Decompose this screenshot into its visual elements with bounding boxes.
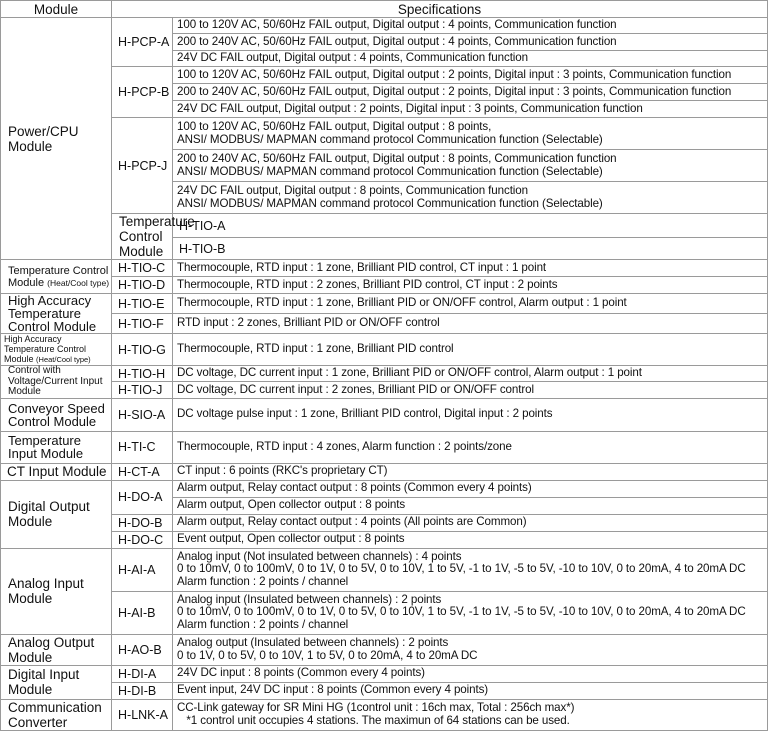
code-h-pcp-b: H-PCP-B — [112, 67, 173, 118]
spec-line: Analog input (Not insulated between channels) : 4 points — [177, 549, 462, 563]
spec-cell: Alarm output, Relay contact output : 8 points (Common every 4 points) — [173, 480, 768, 497]
code-h-tio-a: H-TIO-A — [173, 214, 768, 238]
table-row — [1, 18, 768, 34]
spec-cell — [173, 634, 768, 665]
spec-cell: Thermocouple, RTD input : 2 zones, Brilliant PID control, CT input : 2 points — [173, 277, 768, 294]
table-row — [1, 531, 768, 548]
spec-line: 100 to 120V AC, 50/60Hz FAIL output, Digital output : 8 points, — [177, 120, 492, 133]
spec-cell: DC voltage, DC current input : 1 zone, Brilliant PID or ON/OFF control, Alarm output : 1 point — [173, 366, 768, 382]
code-h-ct-a: H-CT-A — [112, 463, 173, 480]
table-row — [1, 118, 768, 150]
spec-cell: 200 to 240V AC, 50/60Hz FAIL output, Digital output : 4 points, Communication function — [173, 34, 768, 51]
code-h-tio-g: H-TIO-G — [112, 334, 173, 366]
spec-line: 0 to 10mV, 0 to 100mV, 0 to 1V, 0 to 5V, 0 to 10V, 1 to 5V, -1 to 1V, -5 to 5V, -10 to 10V, 0 to 20mA, 4 to 20mA DC — [177, 562, 746, 576]
spec-line: Analog input (Insulated between channels) : 2 points — [177, 592, 442, 606]
spec-line: *1 control unit occupies 4 stations. The maximun of 64 stations can be used. — [177, 713, 570, 727]
spec-cell: DC voltage, DC current input : 2 zones, Brilliant PID or ON/OFF control — [173, 382, 768, 398]
code-h-tio-d: H-TIO-D — [112, 277, 173, 294]
table-row — [1, 514, 768, 531]
code-h-sio-a: H-SIO-A — [112, 398, 173, 431]
spec-cell: 100 to 120V AC, 50/60Hz FAIL output, Digital output : 2 points, Digital input : 3 points, Communication function — [173, 67, 768, 84]
spec-line: 200 to 240V AC, 50/60Hz FAIL output, Digital output : 8 points, Communication function — [177, 152, 617, 165]
code-h-ai-a: H-AI-A — [112, 548, 173, 591]
table-row — [1, 463, 768, 480]
table-row — [1, 548, 768, 591]
code-h-di-a: H-DI-A — [112, 665, 173, 682]
code-h-tio-e: H-TIO-E — [112, 294, 173, 314]
module-label: High Accuracy Temperature Control Module — [4, 334, 87, 364]
spec-cell: 24V DC FAIL output, Digital output : 4 points, Communication function — [173, 51, 768, 67]
table-row — [1, 214, 768, 238]
spec-line: 0 to 10mV, 0 to 100mV, 0 to 1V, 0 to 5V, 0 to 10V, 1 to 5V, -1 to 1V, -5 to 5V, -10 to 10V, 0 to 20mA, 4 to 20mA DC — [177, 605, 746, 619]
spec-cell: 24V DC FAIL output, Digital output : 2 points, Digital input : 3 points, Communication function — [173, 101, 768, 118]
code-h-ti-c: H-TI-C — [112, 431, 173, 463]
spec-line: ANSI/ MODBUS/ MAPMAN command protocol Communication function (Selectable) — [177, 196, 603, 210]
spec-line: Alarm function : 2 points / channel — [177, 617, 349, 631]
table-row — [1, 67, 768, 84]
spec-cell: Thermocouple, RTD input : 1 zone, Brilliant PID or ON/OFF control, Alarm output : 1 point — [173, 294, 768, 314]
spec-cell: 24V DC input : 8 points (Common every 4 points) — [173, 665, 768, 682]
module-analog-input: Analog Input Module — [1, 548, 112, 634]
code-h-lnk-a: H-LNK-A — [112, 699, 173, 730]
module-analog-output: Analog Output Module — [1, 634, 112, 665]
spec-cell — [173, 699, 768, 730]
module-sublabel: (Heat/Cool type) — [36, 355, 91, 364]
spec-cell: Thermocouple, RTD input : 1 zone, Brilliant PID control — [173, 334, 768, 366]
code-h-do-a: H-DO-A — [112, 480, 173, 514]
spec-cell — [173, 150, 768, 182]
code-h-tio-b: H-TIO-B — [173, 238, 768, 260]
header-specifications: Specifications — [112, 1, 768, 18]
spec-line: 24V DC FAIL output, Digital output : 8 points, Communication function — [177, 184, 528, 197]
spec-cell: Event output, Open collector output : 8 points — [173, 531, 768, 548]
spec-cell: 100 to 120V AC, 50/60Hz FAIL output, Digital output : 4 points, Communication function — [173, 18, 768, 34]
module-communication-converter: Communication Converter — [1, 699, 112, 730]
spec-cell: Thermocouple, RTD input : 4 zones, Alarm function : 2 points/zone — [173, 431, 768, 463]
code-h-ai-b: H-AI-B — [112, 591, 173, 634]
module-digital-output: Digital Output Module — [1, 480, 112, 548]
module-digital-input: Digital Input Module — [1, 665, 112, 699]
spec-cell: Event input, 24V DC input : 8 points (Common every 4 points) — [173, 682, 768, 699]
code-h-do-b: H-DO-B — [112, 514, 173, 531]
table-row — [1, 277, 768, 294]
table-row — [1, 682, 768, 699]
code-h-pcp-j: H-PCP-J — [112, 118, 173, 214]
spec-line: Alarm function : 2 points / channel — [177, 574, 349, 588]
module-temperature-input: Temperature Input Module — [1, 431, 112, 463]
code-h-pcp-a: H-PCP-A — [112, 18, 173, 67]
table-row — [1, 591, 768, 634]
table-row — [1, 665, 768, 682]
table-row — [1, 382, 768, 398]
module-voltage-current-input: Control with Voltage/Current Input Module — [1, 366, 112, 399]
module-high-accuracy-temperature-control: High Accuracy Temperature Control Module — [1, 294, 112, 334]
table-row — [1, 634, 768, 665]
spec-line: 0 to 1V, 0 to 5V, 0 to 10V, 1 to 5V, 0 to 20mA, 4 to 20mA DC — [177, 648, 478, 662]
code-h-do-c: H-DO-C — [112, 531, 173, 548]
table-row — [1, 314, 768, 334]
code-h-tio-j: H-TIO-J — [112, 382, 173, 398]
code-h-tio-c: H-TIO-C — [112, 260, 173, 277]
table-row — [1, 294, 768, 314]
spec-cell: CT input : 6 points (RKC's proprietary CT) — [173, 463, 768, 480]
spec-cell — [173, 548, 768, 591]
spec-cell: Alarm output, Open collector output : 8 points — [173, 497, 768, 514]
module-conveyor-speed-control: Conveyor Speed Control Module — [1, 398, 112, 431]
table-row — [1, 398, 768, 431]
spec-cell: DC voltage pulse input : 1 zone, Brilliant PID control, Digital input : 2 points — [173, 398, 768, 431]
spec-line: ANSI/ MODBUS/ MAPMAN command protocol Communication function (Selectable) — [177, 164, 603, 178]
spec-line: ANSI/ MODBUS/ MAPMAN command protocol Communication function (Selectable) — [177, 132, 603, 146]
table-row — [1, 334, 768, 366]
module-temperature-control: Temperature Control Module — [112, 214, 173, 260]
module-power-cpu: Power/CPU Module — [1, 18, 112, 260]
table-row — [1, 260, 768, 277]
code-h-ao-b: H-AO-B — [112, 634, 173, 665]
module-sublabel: (Heat/Cool type) — [47, 277, 110, 288]
module-high-accuracy-heat-cool — [1, 334, 112, 366]
spec-cell: 200 to 240V AC, 50/60Hz FAIL output, Digital output : 2 points, Digital input : 3 points, Communication function — [173, 84, 768, 101]
spec-cell — [173, 591, 768, 634]
module-ct-input: CT Input Module — [1, 463, 112, 480]
table-row — [1, 366, 768, 382]
spec-cell — [173, 118, 768, 150]
spec-line: Analog output (Insulated between channels) : 2 points — [177, 636, 449, 649]
spec-line: CC-Link gateway for SR Mini HG (1control unit : 16ch max, Total : 256ch max*) — [177, 701, 575, 714]
table-row — [1, 699, 768, 730]
table-row — [1, 480, 768, 497]
module-label: Temperature Control Module — [8, 264, 109, 289]
spec-cell: Thermocouple, RTD input : 1 zone, Brilliant PID control, CT input : 1 point — [173, 260, 768, 277]
spec-cell: RTD input : 2 zones, Brilliant PID or ON/OFF control — [173, 314, 768, 334]
code-h-tio-h: H-TIO-H — [112, 366, 173, 382]
table-header-row — [1, 1, 768, 18]
header-module: Module — [1, 1, 112, 18]
table-row — [1, 431, 768, 463]
spec-cell — [173, 182, 768, 214]
spec-cell: Alarm output, Relay contact output : 4 points (All points are Common) — [173, 514, 768, 531]
code-h-di-b: H-DI-B — [112, 682, 173, 699]
module-temperature-control-heat-cool — [1, 260, 112, 294]
code-h-tio-f: H-TIO-F — [112, 314, 173, 334]
